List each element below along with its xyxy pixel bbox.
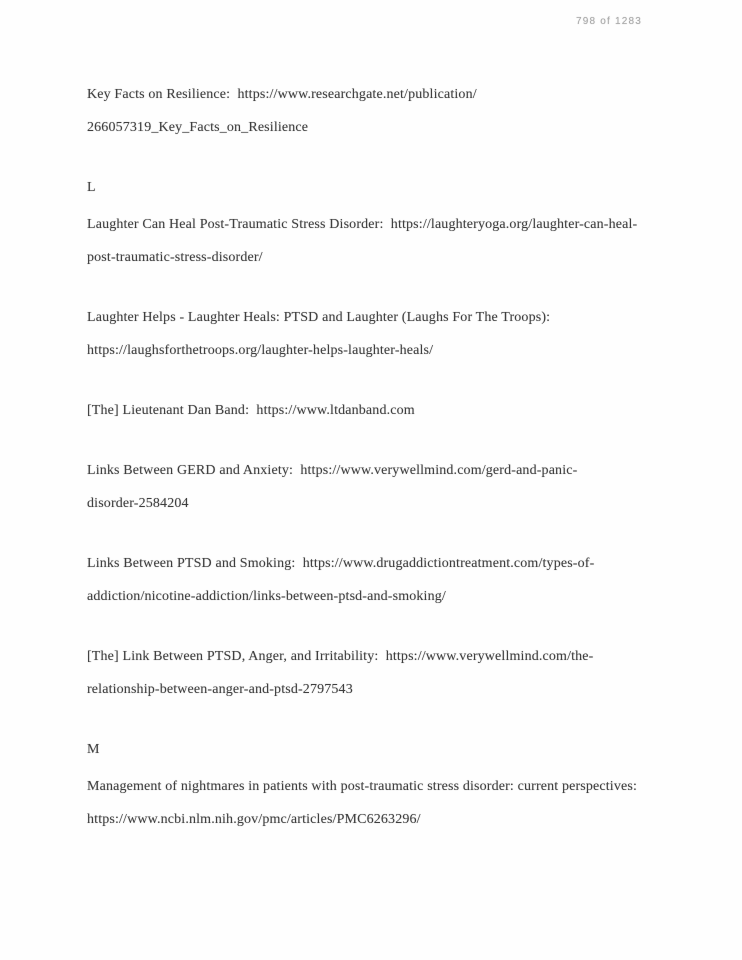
reference-entry [87, 78, 672, 144]
reference-line: disorder-2584204 [87, 496, 189, 511]
reference-entry [87, 640, 672, 706]
reference-line: [The] Link Between PTSD, Anger, and Irritability: https://www.verywellmind.com/the- [87, 649, 594, 664]
reference-line: 266057319_Key_Facts_on_Resilience [87, 120, 309, 135]
reference-line: Management of nightmares in patients with post-traumatic stress disorder: current perspectives: [87, 779, 637, 794]
reference-line: Key Facts on Resilience: https://www.researchgate.net/publication/ [87, 87, 477, 102]
reference-line: https://www.ncbi.nlm.nih.gov/pmc/articles/PMC6263296/ [87, 812, 421, 827]
reference-line: Laughter Helps - Laughter Heals: PTSD and Laughter (Laughs For The Troops): [87, 310, 551, 325]
section-letter-text: M [87, 742, 100, 757]
section-letter [87, 171, 672, 204]
reference-entry [87, 454, 672, 520]
reference-line: [The] Lieutenant Dan Band: https://www.ltdanband.com [87, 403, 415, 418]
reference-line: Laughter Can Heal Post-Traumatic Stress Disorder: https://laughteryoga.org/laughter-can-heal- [87, 217, 638, 232]
reference-entry [87, 770, 672, 836]
reference-line: Links Between PTSD and Smoking: https://www.drugaddictiontreatment.com/types-of- [87, 556, 595, 571]
reference-entry [87, 547, 672, 613]
reference-line: addiction/nicotine-addiction/links-between-ptsd-and-smoking/ [87, 589, 446, 604]
references-list [87, 78, 672, 863]
reference-line: relationship-between-anger-and-ptsd-2797543 [87, 682, 353, 697]
section-letter-text: L [87, 180, 96, 195]
reference-entry [87, 394, 672, 427]
page-counter: 798 of 1283 [575, 16, 642, 27]
reference-line: post-traumatic-stress-disorder/ [87, 250, 263, 265]
reference-entry [87, 208, 672, 274]
section-letter [87, 733, 672, 766]
reference-line: https://laughsforthetroops.org/laughter-helps-laughter-heals/ [87, 343, 434, 358]
reference-line: Links Between GERD and Anxiety: https://www.verywellmind.com/gerd-and-panic- [87, 463, 578, 478]
reference-entry [87, 301, 672, 367]
